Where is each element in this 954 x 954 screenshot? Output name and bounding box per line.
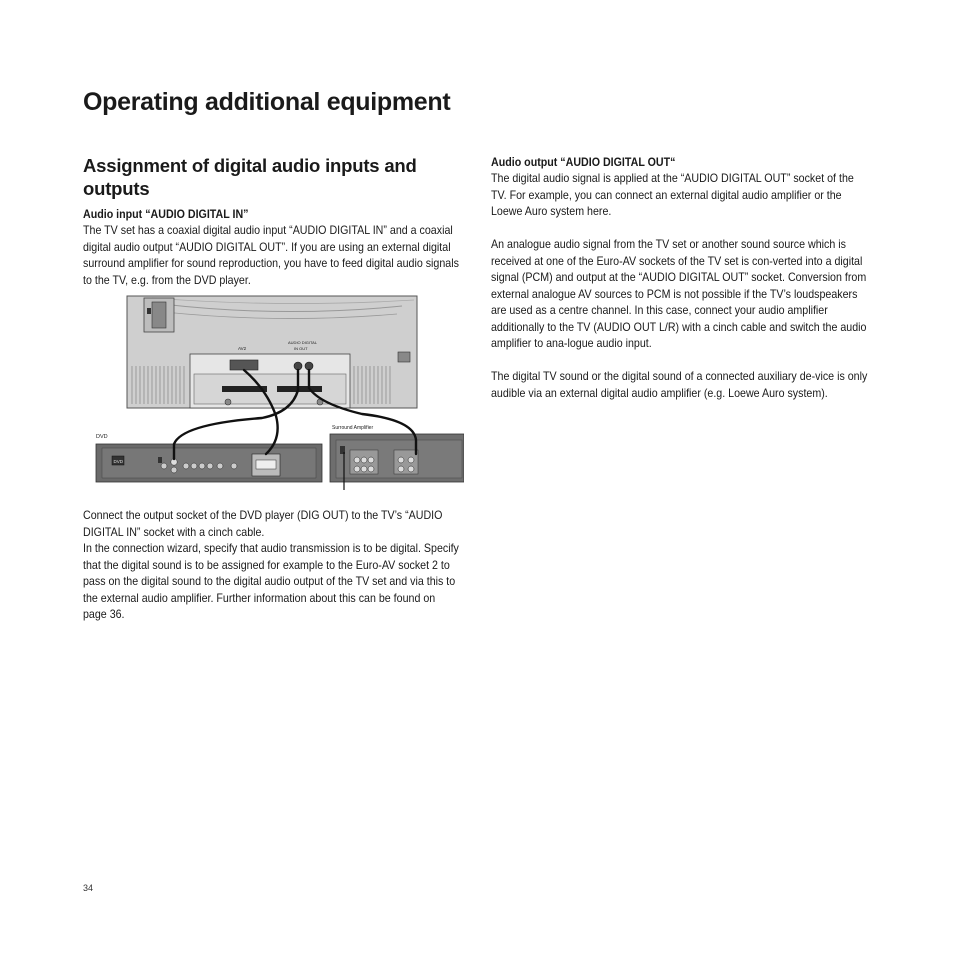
amp-label: Surround Amplifier (332, 425, 374, 431)
audio-output-paragraph: The digital audio signal is applied at the “AUDIO DIGITAL OUT” socket of the TV. For example, you can connect an external digital audio amplifier or the Loewe Auro system here. (491, 172, 854, 218)
connection-diagram-svg (92, 294, 464, 494)
audible-paragraph: The digital TV sound or the digital sound of a connected auxiliary de-vice is only audible via an external digital audio amplifier (e.g. Loewe Auro system). (491, 370, 868, 400)
page-title: Operating additional equipment (83, 88, 451, 116)
dvd-label: DVD (96, 434, 108, 440)
section-heading: Assignment of digital audio inputs and outputs (83, 155, 417, 199)
left-column (83, 207, 463, 289)
analogue-paragraph: An analogue audio signal from the TV set or another sound source which is received at one of the Euro-AV sockets of the TV set is con-verted into a digital signal (PCM) and output at the “AUDIO DIGITAL OUT” socket. Conversion from external analogue AV sources to PCM is not possible if the TV’s loudspeakers are used as a centre channel. In this case, connect your audio amplifier additionally to the TV (AUDIO OUT L/R) with a cinch cable and switch the audio amplifier to ana-logue audio input. (491, 238, 867, 350)
dvd-player (96, 434, 322, 482)
connect-paragraph: Connect the output socket of the DVD player (DIG OUT) to the TV’s “AUDIO DIGITAL IN” socket with a cinch cable. (83, 509, 443, 539)
in-out-label: IN OUT (294, 346, 308, 351)
wizard-paragraph: In the connection wizard, specify that audio transmission is to be digital. Specify that the digital sound is to be assigned for example to the Euro-AV socket 2 to pass on the digital sound to the digital audio output of the TV set and via this to the external audio amplifier. Further information about this can be found on page 36. (83, 542, 459, 621)
audio-digital-label: AUDIO DIGITAL (288, 340, 318, 345)
av2-label: AV2 (238, 346, 247, 351)
connection-diagram (92, 294, 464, 494)
page-number: 34 (83, 883, 94, 893)
surround-amplifier (330, 425, 464, 482)
left-column-bottom (83, 508, 463, 624)
audio-output-heading: Audio output “AUDIO DIGITAL OUT“ (491, 156, 676, 169)
tv-back-panel (127, 296, 417, 408)
dvd-logo: DVD (113, 459, 124, 464)
audio-input-heading: Audio input “AUDIO DIGITAL IN” (83, 208, 249, 221)
audio-input-paragraph: The TV set has a coaxial digital audio input “AUDIO DIGITAL IN” and a coaxial digital audio output “AUDIO DIGITAL OUT”. If you are using an external digital surround amplifier for sound reproduction, you have to feed digital audio signals to the TV, e.g. from the DVD player. (83, 224, 459, 287)
right-column (491, 155, 871, 402)
